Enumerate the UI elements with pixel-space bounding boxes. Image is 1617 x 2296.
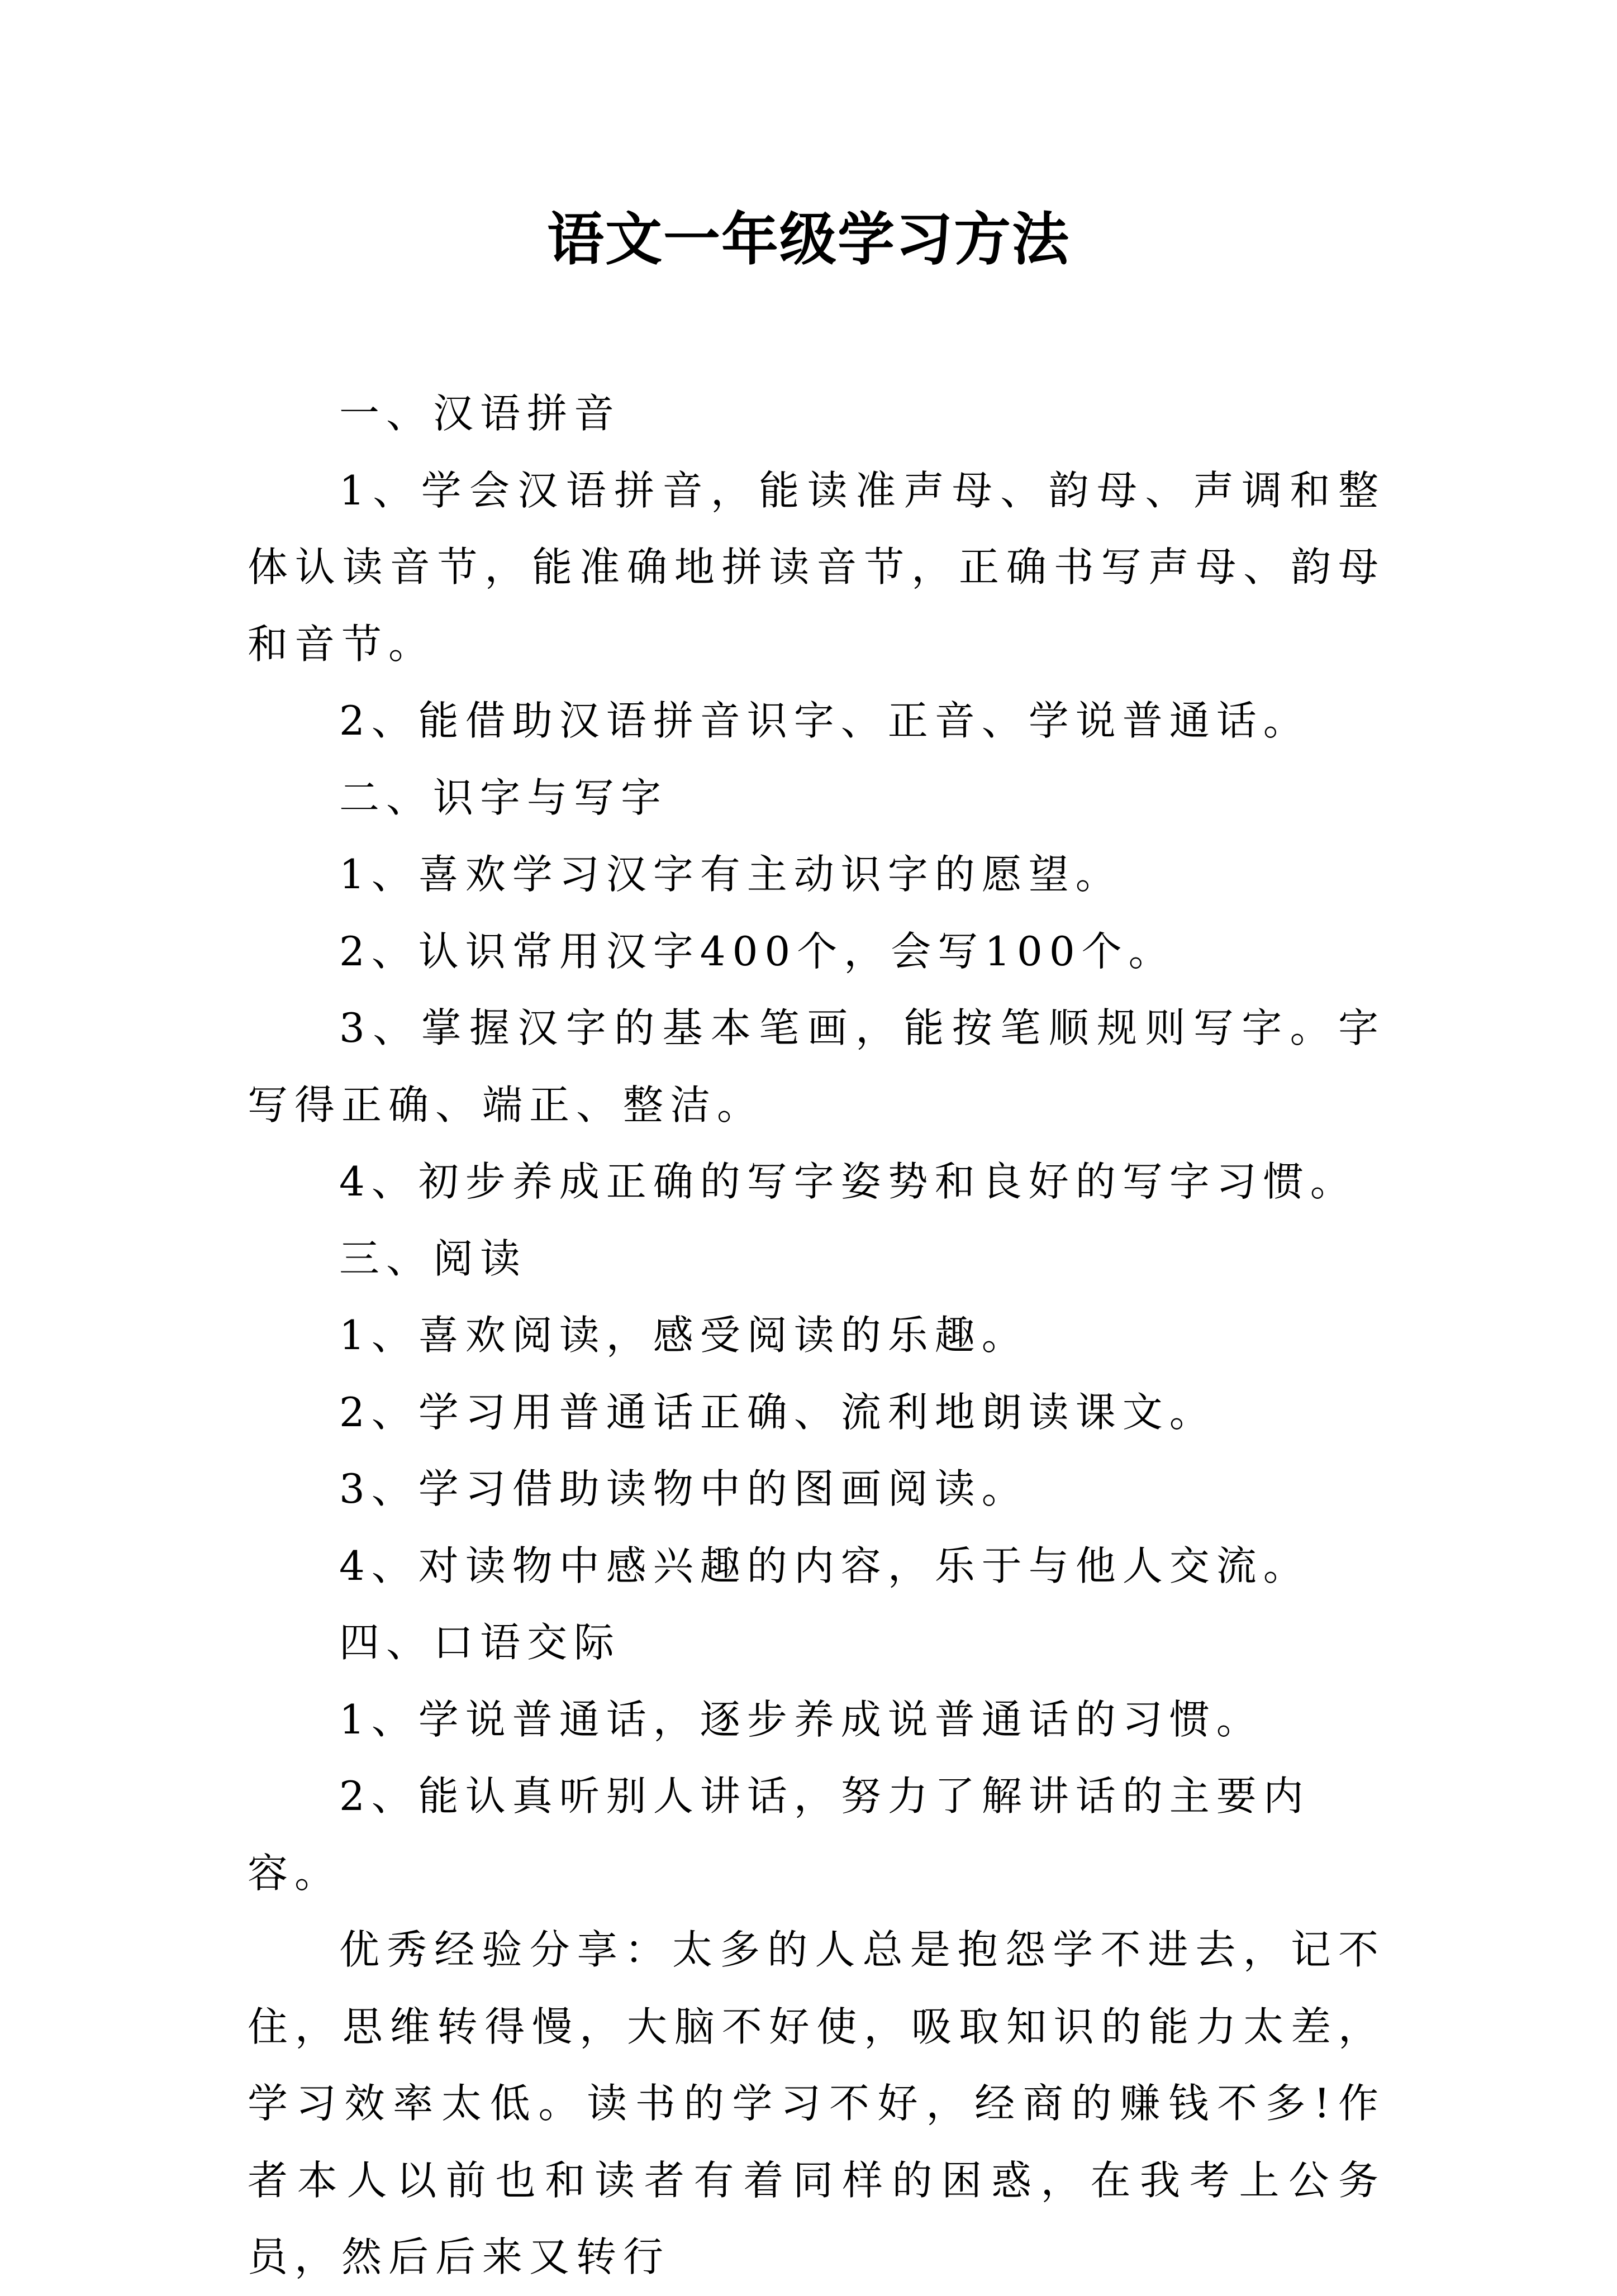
paragraph: 1、学说普通话，逐步养成说普通话的习惯。 [339,1695,1263,1743]
paragraph: 4、初步养成正确的写字姿势和良好的写字习惯。 [339,1158,1357,1205]
paragraph: 2、学习用普通话正确、流利地朗读课文。 [339,1388,1216,1436]
section-heading-literacy: 二、识字与写字 [339,774,668,821]
paragraph: 3、学习借助读物中的图画阅读。 [339,1465,1029,1512]
paragraph: 3、掌握汉字的基本笔画，能按笔顺规则写字。字写得正确、端正、整洁。 [248,1004,1385,1128]
experience-paragraph: 优秀经验分享：太多的人总是抱怨学不进去，记不住，思维转得慢，大脑不好使，吸取知识的能力太差，学习效率太低。读书的学习不好，经商的赚钱不多!作者本人以前也和读者有着同样的困惑，在我考上公务员，然后后来又转行 [248,1926,1385,2280]
section-heading-pinyin: 一、汉语拼音 [339,390,621,437]
document-body [248,375,1385,2296]
paragraph: 1、喜欢学习汉字有主动识字的愿望。 [339,851,1123,898]
paragraph: 2、能借助汉语拼音识字、正音、学说普通话。 [339,697,1310,744]
section-heading-reading: 三、阅读 [339,1235,527,1282]
section-heading-speaking: 四、口语交际 [339,1619,621,1666]
paragraph: 2、认识常用汉字400个，会写100个。 [339,927,1176,975]
document-title: 语文一年级学习方法 [547,207,1070,273]
paragraph: 1、喜欢阅读，感受阅读的乐趣。 [339,1312,1029,1359]
paragraph: 1、学会汉语拼音，能读准声母、韵母、声调和整体认读音节，能准确地拼读音节，正确书写声母、韵母和音节。 [248,466,1385,668]
paragraph: 2、能认真听别人讲话，努力了解讲话的主要内容。 [248,1773,1310,1897]
paragraph: 4、对读物中感兴趣的内容，乐于与他人交流。 [339,1542,1310,1589]
